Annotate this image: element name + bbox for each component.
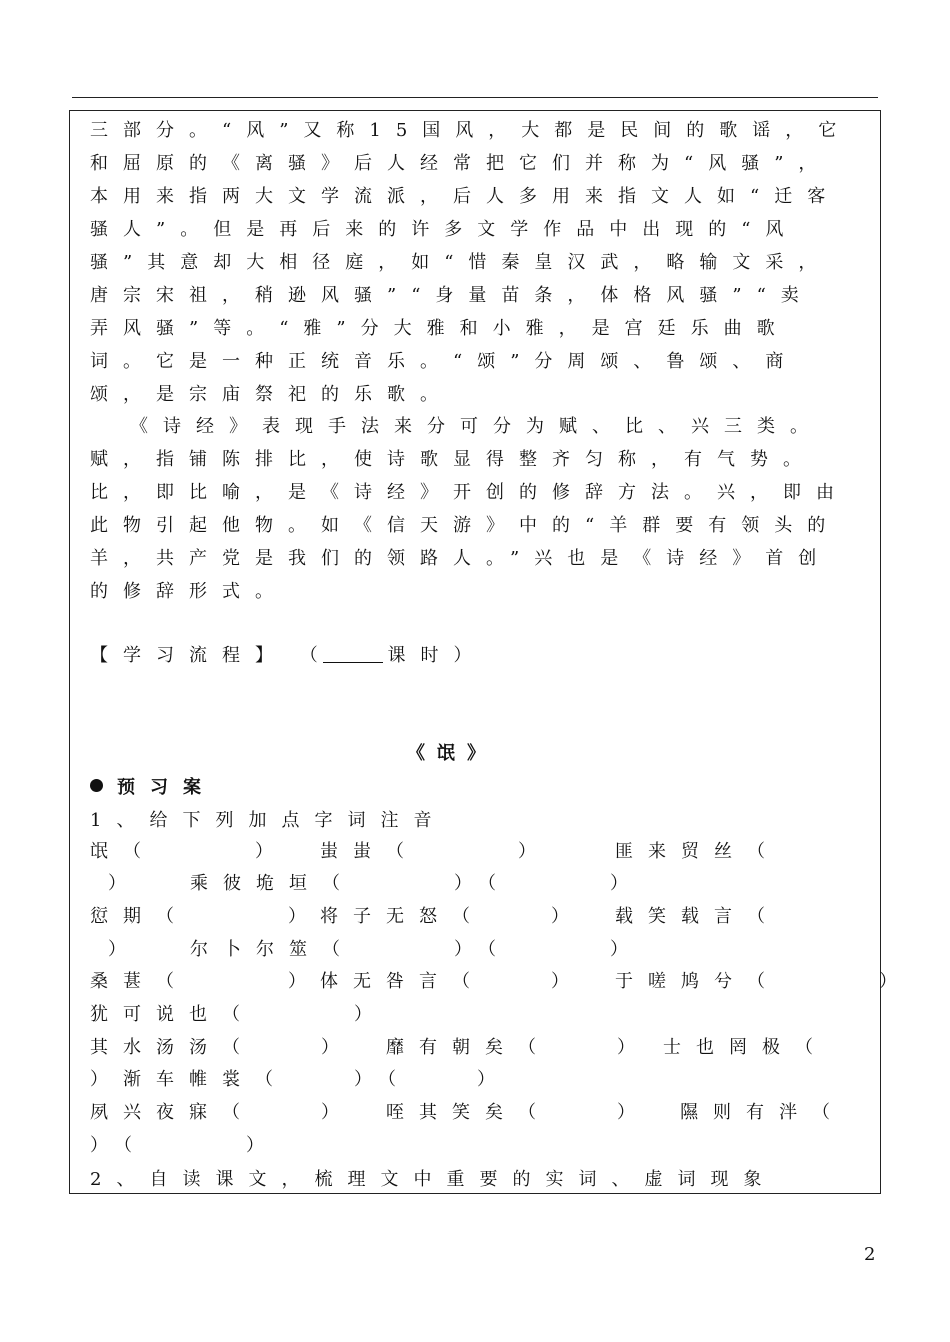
paragraph-line: 此物引起他物。如《信天游》中的“羊群要有领头的	[90, 515, 841, 536]
exercise-row: ） 乘彼垝垣（ ）（ ）	[108, 873, 643, 894]
paragraph-line: 颂，是宗庙祭祀的乐歌。	[90, 384, 453, 405]
exercise-row: ）（ ）	[90, 1135, 279, 1156]
paragraph-line: 唐宗宋祖，稍逊风骚”“身量苗条，体格风骚”“卖	[90, 285, 814, 306]
class-hours-blank[interactable]	[323, 644, 383, 663]
paragraph-line: 词。它是一种正统音乐。“颂”分周颂、鲁颂、商	[90, 351, 799, 372]
class-hours-unit: 课时	[387, 645, 454, 666]
exercise-row: 夙兴夜寐（ ） 咥其笑矣（ ） 隰则有泮（	[90, 1102, 845, 1123]
exercise-row: 氓（ ） 蚩蚩（ ） 匪来贸丝（	[90, 841, 780, 862]
question-2: 2、自读课文，梳理文中重要的实词、虚词现象	[90, 1169, 777, 1190]
learning-flow-open: （	[299, 645, 318, 666]
exercise-row: ）渐车帷裳（ ）（ ）	[90, 1069, 510, 1090]
paragraph-line: 比，即比喻，是《诗经》开创的修辞方法。兴，即由	[90, 482, 849, 503]
learning-flow	[90, 642, 860, 670]
exercise-row: 犹可说也（ ）	[90, 1004, 387, 1025]
paragraph-line: 三部分。“风”又称15国风，大都是民间的歌谣，它	[90, 120, 852, 141]
paragraph-line: 弄风骚”等。“雅”分大雅和小雅，是宫廷乐曲歌	[90, 318, 790, 339]
paragraph-line: 羊，共产党是我们的领路人。”兴也是《诗经》首创	[90, 548, 832, 569]
learning-flow-label: 【学习流程】	[90, 645, 288, 666]
exercise-row: 愆期（ ） 将子无怒（ ） 载笑载言（	[90, 906, 780, 927]
poem-title: 《氓》	[407, 743, 497, 764]
paragraph-line: 的修辞形式。	[90, 581, 288, 602]
preview-heading: 预习案	[90, 774, 860, 802]
learning-flow-close: ）	[453, 645, 472, 666]
paragraph-line: 和屈原的《离骚》后人经常把它们并称为“风骚”，	[90, 153, 832, 174]
paragraph-line: 赋，指铺陈排比，使诗歌显得整齐匀称，有气势。	[90, 449, 816, 470]
poem-title-row	[90, 740, 860, 768]
paragraph-line: 《诗经》表现手法来分可分为赋、比、兴三类。	[130, 416, 823, 437]
paragraph-line: 骚”其意却大相径庭，如“惜秦皇汉武，略输文采，	[90, 252, 832, 273]
exercise-row: ） 尔卜尔筮（ ）（ ）	[108, 939, 643, 960]
exercise-row: 其水汤汤（ ） 靡有朝矣（ ） 士也罔极（	[90, 1037, 828, 1058]
header-rule	[72, 97, 878, 98]
bullet-icon	[90, 779, 103, 792]
question-1: 1、给下列加点字词注音	[90, 810, 447, 831]
exercise-row: 桑葚（ ） 体无咎言（ ） 于嗟鸠兮（ ）	[90, 971, 912, 992]
page-number: 2	[864, 1244, 876, 1265]
paragraph-line: 骚人”。但是再后来的许多文学作品中出现的“风	[90, 219, 799, 240]
paragraph-line: 本用来指两大文学流派，后人多用来指文人如“迁客	[90, 186, 841, 207]
